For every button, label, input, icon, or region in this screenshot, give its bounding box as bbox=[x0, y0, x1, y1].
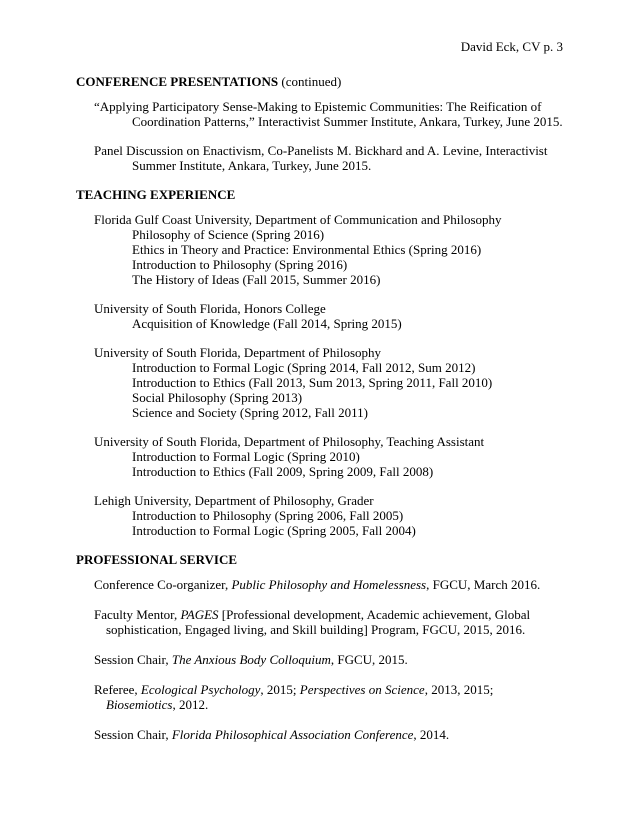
teaching-course: Introduction to Formal Logic (Spring 2010) bbox=[132, 449, 360, 464]
teaching-institution: University of South Florida, Honors College bbox=[94, 301, 326, 316]
teaching-group bbox=[94, 212, 566, 287]
teaching-institution: Lehigh University, Department of Philosophy, Grader bbox=[94, 493, 374, 508]
section-heading-teaching: TEACHING EXPERIENCE bbox=[76, 187, 236, 202]
section-heading-service: PROFESSIONAL SERVICE bbox=[76, 552, 238, 567]
conference-heading: CONFERENCE PRESENTATIONS bbox=[76, 74, 279, 89]
service-text: [Professional development, Academic achievement, Global sophistication, Engaged living, and Skill building] Program, FGCU, 2015, 2016. bbox=[106, 607, 531, 637]
teaching-course: Introduction to Ethics (Fall 2013, Sum 2013, Spring 2011, Fall 2010) bbox=[132, 375, 493, 390]
teaching-group bbox=[94, 345, 566, 420]
service-text: , FGCU, March 2016. bbox=[426, 577, 541, 592]
service-title: Biosemiotics bbox=[106, 697, 173, 712]
teaching-course: Science and Society (Spring 2012, Fall 2011) bbox=[132, 405, 369, 420]
service-text: , 2014. bbox=[413, 727, 450, 742]
cv-content bbox=[76, 74, 566, 757]
service-text: Faculty Mentor, bbox=[94, 607, 181, 622]
service-title: Public Philosophy and Homelessness bbox=[231, 577, 427, 592]
teaching-course: Acquisition of Knowledge (Fall 2014, Spring 2015) bbox=[132, 316, 402, 331]
service-text: , 2012. bbox=[172, 697, 209, 712]
service-text: , 2013, 2015; bbox=[424, 682, 494, 697]
teaching-course: Introduction to Formal Logic (Spring 2014, Fall 2012, Sum 2012) bbox=[132, 360, 476, 375]
service-title: Perspectives on Science bbox=[299, 682, 425, 697]
teaching-group bbox=[94, 301, 566, 331]
service-entry bbox=[94, 727, 566, 742]
teaching-institution: University of South Florida, Department of Philosophy, Teaching Assistant bbox=[94, 434, 485, 449]
service-title: Ecological Psychology bbox=[140, 682, 261, 697]
teaching-institution: University of South Florida, Department of Philosophy bbox=[94, 345, 382, 360]
teaching-institution: Florida Gulf Coast University, Department of Communication and Philosophy bbox=[94, 212, 502, 227]
service-text: , FGCU, 2015. bbox=[330, 652, 408, 667]
service-entry bbox=[94, 682, 566, 712]
running-head: David Eck, CV p. 3 bbox=[460, 39, 563, 54]
teaching-course: Philosophy of Science (Spring 2016) bbox=[132, 227, 325, 242]
teaching-group bbox=[94, 493, 566, 538]
service-entry bbox=[94, 652, 566, 667]
service-entry bbox=[94, 607, 566, 637]
teaching-course: Introduction to Philosophy (Spring 2006, Fall 2005) bbox=[132, 508, 404, 523]
service-text: Referee, bbox=[94, 682, 141, 697]
section-heading-conference bbox=[76, 74, 566, 89]
teaching-course: Introduction to Formal Logic (Spring 2005, Fall 2004) bbox=[132, 523, 416, 538]
teaching-course: Introduction to Ethics (Fall 2009, Spring 2009, Fall 2008) bbox=[132, 464, 434, 479]
service-title: The Anxious Body Colloquium bbox=[171, 652, 331, 667]
conference-heading-note: (continued) bbox=[281, 74, 342, 89]
service-title: Florida Philosophical Association Conference bbox=[171, 727, 414, 742]
service-text: Session Chair, bbox=[94, 727, 172, 742]
conference-entry: Panel Discussion on Enactivism, Co-Panelists M. Bickhard and A. Levine, Interactivist Summer Institute, Ankara, Turkey, June 2015. bbox=[94, 143, 548, 173]
service-text: Conference Co-organizer, bbox=[94, 577, 232, 592]
teaching-course: Ethics in Theory and Practice: Environmental Ethics (Spring 2016) bbox=[132, 242, 482, 257]
service-text: , 2015; bbox=[260, 682, 300, 697]
teaching-course: The History of Ideas (Fall 2015, Summer 2016) bbox=[132, 272, 381, 287]
service-title: PAGES bbox=[180, 607, 219, 622]
conference-entry: “Applying Participatory Sense-Making to Epistemic Communities: The Reification of Coordination Patterns,” Interactivist Summer Institute, Ankara, Turkey, June 2015. bbox=[94, 99, 563, 129]
service-entry bbox=[94, 577, 566, 592]
teaching-course: Introduction to Philosophy (Spring 2016) bbox=[132, 257, 348, 272]
teaching-group bbox=[94, 434, 566, 479]
teaching-course: Social Philosophy (Spring 2013) bbox=[132, 390, 303, 405]
service-text: Session Chair, bbox=[94, 652, 172, 667]
